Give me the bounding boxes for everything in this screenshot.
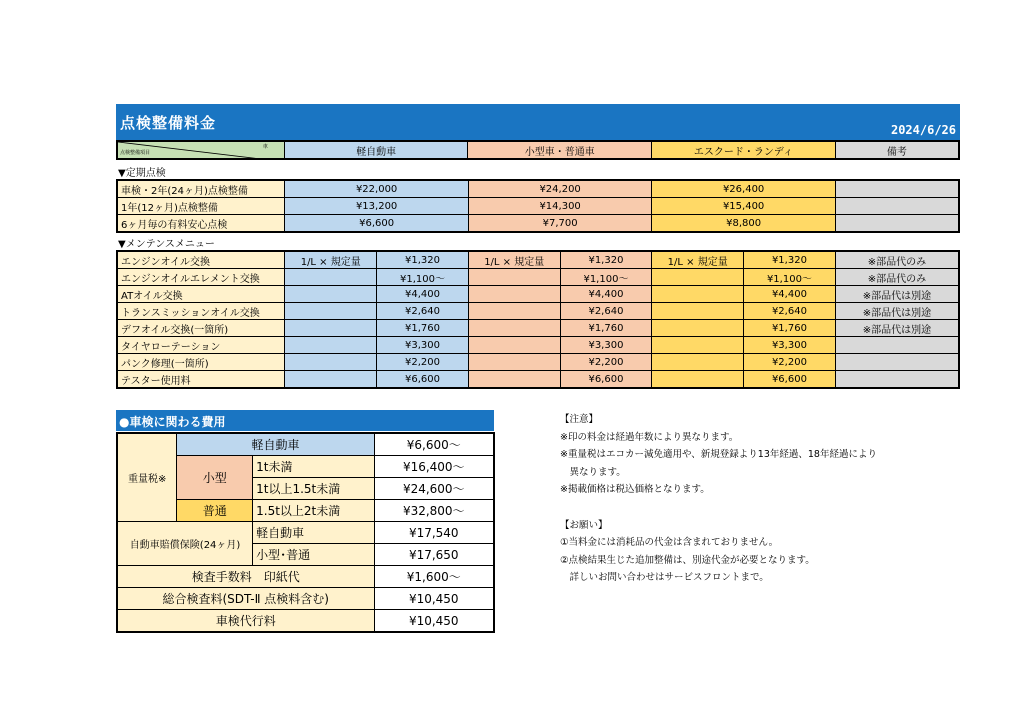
price-small: ¥14,300	[468, 198, 652, 215]
row-note	[835, 180, 959, 198]
weight-tax-label: 重量税※	[117, 433, 177, 522]
cost-kei-label: 軽自動車	[177, 433, 374, 456]
unit-small	[468, 269, 560, 286]
unit-escudo	[652, 337, 744, 354]
table-row	[117, 610, 494, 633]
unit-kei	[285, 337, 377, 354]
unit-kei	[285, 320, 377, 337]
price-kei: ¥2,640	[377, 303, 469, 320]
page-title: 点検整備料金	[120, 114, 217, 132]
price-kei: ¥4,400	[377, 286, 469, 303]
cost-small-b-value: ¥24,600～	[374, 478, 494, 500]
price-kei: ¥1,320	[377, 251, 469, 269]
price-escudo: ¥15,400	[652, 198, 836, 215]
cost-small-a-label: 1t未満	[253, 456, 374, 478]
table-row	[117, 337, 959, 354]
title-bar	[116, 104, 960, 140]
cost-title-bar	[116, 410, 494, 431]
price-escudo: ¥6,600	[744, 371, 836, 389]
fee-value: ¥1,600～	[374, 566, 494, 588]
price-small: ¥2,200	[560, 354, 652, 371]
col-kei: 軽自動車	[284, 141, 468, 159]
section-periodic: ▼定期点検	[118, 168, 166, 179]
price-small: ¥1,100～	[560, 269, 652, 286]
unit-escudo	[652, 303, 744, 320]
row-name: パンク修理(一箇所)	[117, 354, 285, 371]
note-line: 【注意】	[560, 414, 599, 425]
unit-escudo	[652, 371, 744, 389]
table-row	[117, 215, 959, 233]
unit-escudo	[652, 320, 744, 337]
note-line	[560, 499, 877, 517]
corner-top-label: 車	[262, 144, 268, 150]
unit-small	[468, 320, 560, 337]
unit-escudo	[652, 286, 744, 303]
sdt-label: 総合検査料(SDT-Ⅱ 点検料含む)	[117, 588, 374, 610]
unit-small	[468, 337, 560, 354]
price-escudo: ¥4,400	[744, 286, 836, 303]
row-note	[835, 337, 959, 354]
price-escudo: ¥1,760	[744, 320, 836, 337]
note-line: ※印の料金は経過年数により異なります。	[560, 431, 739, 443]
note-line: 異なります。	[560, 466, 626, 478]
date-label: 2024/6/26	[890, 123, 956, 137]
unit-kei	[285, 286, 377, 303]
cost-kei-value: ¥6,600～	[374, 433, 494, 456]
price-kei: ¥1,100～	[377, 269, 469, 286]
price-escudo: ¥1,320	[744, 251, 836, 269]
row-note: ※部品代のみ	[835, 269, 959, 286]
cost-title: ●車検に関わる費用	[119, 415, 226, 429]
row-name: トランスミッションオイル交換	[117, 303, 285, 320]
ins-small-label: 小型･普通	[253, 544, 374, 566]
row-name: エンジンオイル交換	[117, 251, 285, 269]
notes-block	[560, 411, 877, 587]
note-line: 詳しいお問い合わせはサービスフロントまで。	[560, 572, 769, 584]
col-small: 小型車・普通車	[468, 141, 652, 159]
insurance-label: 自動車賠償保険(24ヶ月)	[117, 522, 253, 566]
agency-value: ¥10,450	[374, 610, 494, 633]
unit-kei	[285, 269, 377, 286]
price-escudo: ¥8,800	[652, 215, 836, 233]
row-name: タイヤローテーション	[117, 337, 285, 354]
agency-label: 車検代行料	[117, 610, 374, 633]
price-small: ¥3,300	[560, 337, 652, 354]
price-small: ¥2,640	[560, 303, 652, 320]
note-line: 【お願い】	[560, 519, 608, 531]
price-kei: ¥6,600	[377, 371, 469, 389]
price-small: ¥4,400	[560, 286, 652, 303]
table-row	[117, 251, 959, 269]
unit-small	[468, 286, 560, 303]
price-escudo: ¥3,300	[744, 337, 836, 354]
row-name: デフオイル交換(一箇所)	[117, 320, 285, 337]
row-note: ※部品代のみ	[835, 251, 959, 269]
unit-kei	[285, 371, 377, 389]
cost-normal-label: 普通	[177, 500, 253, 522]
sdt-value: ¥10,450	[374, 588, 494, 610]
table-row	[117, 566, 494, 588]
price-kei: ¥6,600	[285, 215, 469, 233]
price-escudo: ¥2,200	[744, 354, 836, 371]
unit-small: 1/L × 規定量	[468, 251, 560, 269]
cost-normal-a-label: 1.5t以上2t未満	[253, 500, 374, 522]
unit-small	[468, 354, 560, 371]
periodic-table	[116, 179, 960, 233]
row-name: 車検・2年(24ヶ月)点検整備	[117, 180, 285, 198]
price-escudo: ¥26,400	[652, 180, 836, 198]
price-kei: ¥13,200	[285, 198, 469, 215]
cost-normal-a-value: ¥32,800～	[374, 500, 494, 522]
row-name: 1年(12ヶ月)点検整備	[117, 198, 285, 215]
table-row	[117, 303, 959, 320]
row-note	[835, 198, 959, 215]
row-note	[835, 354, 959, 371]
ins-kei-label: 軽自動車	[253, 522, 374, 544]
col-escudo: エスクード・ランディ	[652, 141, 836, 159]
price-small: ¥1,760	[560, 320, 652, 337]
note-line: ※重量税はエコカー減免適用や、新規登録より13年経過、18年経過により	[560, 449, 877, 461]
row-note	[835, 215, 959, 233]
row-note: ※部品代は別途	[835, 320, 959, 337]
price-small: ¥1,320	[560, 251, 652, 269]
price-escudo: ¥2,640	[744, 303, 836, 320]
ins-small-value: ¥17,650	[374, 544, 494, 566]
fee-label: 検査手数料 印紙代	[117, 566, 374, 588]
price-small: ¥6,600	[560, 371, 652, 389]
cost-table	[116, 432, 495, 633]
section-maintenance: ▼メンテンスメニュー	[118, 239, 215, 250]
col-remarks: 備考	[835, 141, 959, 159]
row-note: ※部品代は別途	[835, 303, 959, 320]
note-line: ※掲載価格は税込価格となります。	[560, 484, 710, 496]
price-kei: ¥3,300	[377, 337, 469, 354]
table-row	[117, 354, 959, 371]
maintenance-table	[116, 250, 960, 389]
table-row	[117, 180, 959, 198]
note-line: ②点検結果生じた追加整備は、別途代金が必要となります。	[560, 554, 815, 566]
row-note	[835, 371, 959, 389]
price-escudo: ¥1,100～	[744, 269, 836, 286]
table-row	[117, 320, 959, 337]
cost-small-label: 小型	[177, 456, 253, 500]
table-row	[117, 371, 959, 389]
table-row	[117, 433, 494, 456]
price-kei: ¥22,000	[285, 180, 469, 198]
row-note: ※部品代は別途	[835, 286, 959, 303]
table-row	[117, 198, 959, 215]
corner-bottom-label: 点検整備項目	[120, 150, 151, 156]
unit-kei: 1/L × 規定量	[285, 251, 377, 269]
unit-escudo: 1/L × 規定量	[652, 251, 744, 269]
table-row	[117, 522, 494, 544]
corner-cell	[117, 141, 284, 159]
row-name: 6ヶ月毎の有料安心点検	[117, 215, 285, 233]
unit-kei	[285, 303, 377, 320]
price-kei: ¥2,200	[377, 354, 469, 371]
row-name: エンジンオイルエレメント交換	[117, 269, 285, 286]
row-name: ATオイル交換	[117, 286, 285, 303]
unit-escudo	[652, 354, 744, 371]
unit-small	[468, 303, 560, 320]
unit-escudo	[652, 269, 744, 286]
table-row	[117, 269, 959, 286]
unit-kei	[285, 354, 377, 371]
column-header	[116, 140, 960, 160]
unit-small	[468, 371, 560, 389]
cost-small-a-value: ¥16,400～	[374, 456, 494, 478]
price-small: ¥7,700	[468, 215, 652, 233]
ins-kei-value: ¥17,540	[374, 522, 494, 544]
table-row	[117, 588, 494, 610]
cost-small-b-label: 1t以上1.5t未満	[253, 478, 374, 500]
table-row	[117, 286, 959, 303]
row-name: テスター使用料	[117, 371, 285, 389]
price-small: ¥24,200	[468, 180, 652, 198]
price-kei: ¥1,760	[377, 320, 469, 337]
note-line: ①当料金には消耗品の代金は含まれておりません。	[560, 537, 779, 549]
